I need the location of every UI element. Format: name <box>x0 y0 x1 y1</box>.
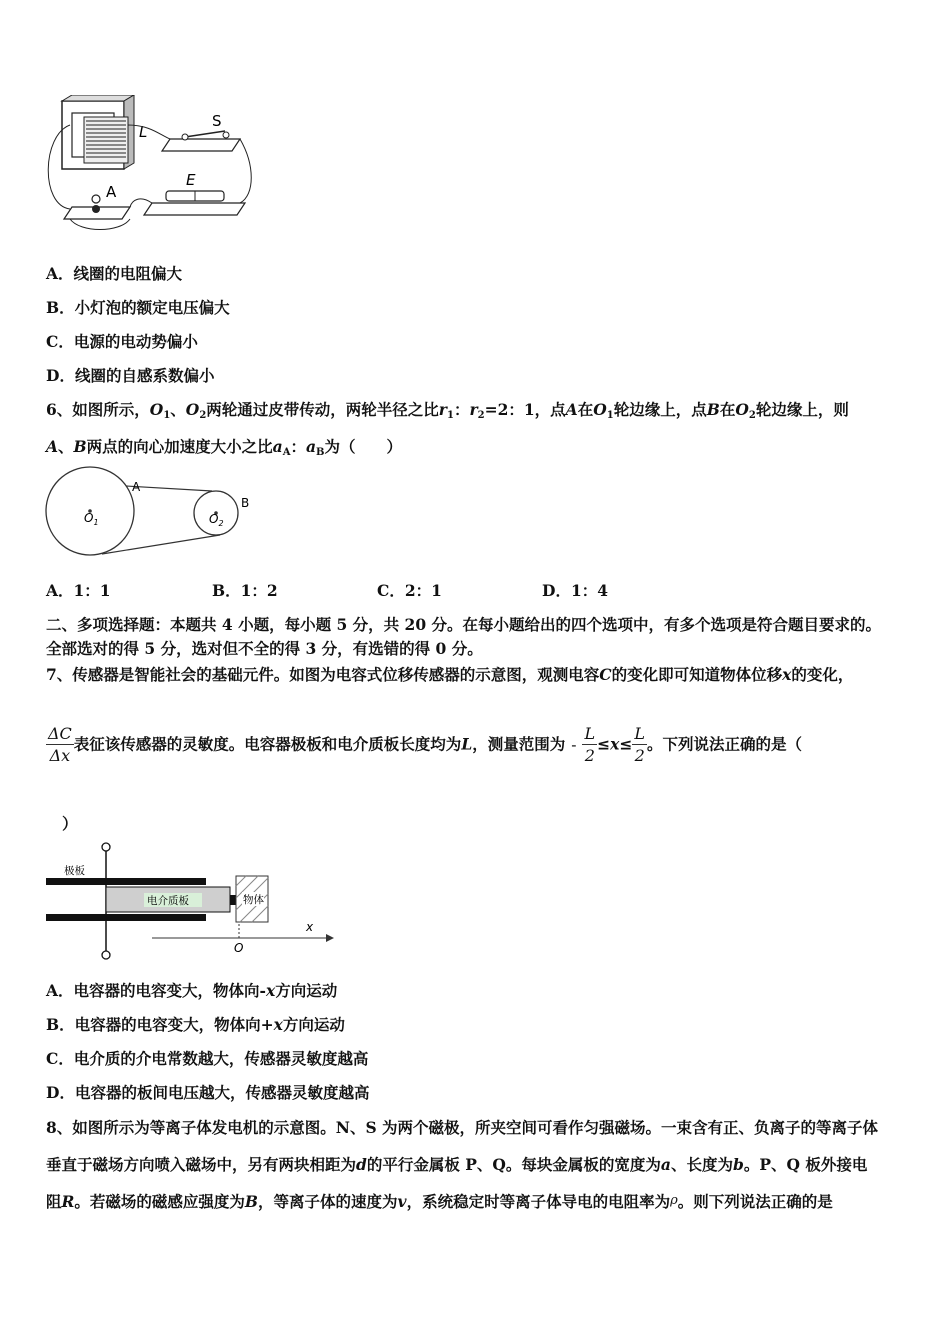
label-x-axis: x <box>306 920 314 934</box>
option-text: 线圈的电阻偏大 <box>73 264 183 283</box>
option-letter: D． <box>46 366 75 385</box>
label-origin: O <box>234 941 244 955</box>
option-letter: B． <box>46 298 75 317</box>
coil <box>84 117 128 163</box>
q5-option-a[interactable] <box>46 262 182 284</box>
label-S: S <box>212 112 222 130</box>
battery-base <box>144 203 245 215</box>
q5-option-b[interactable] <box>46 296 230 318</box>
q8-stem-line3: 阻R。若磁场的磁感应强度为B，等离子体的速度为v，系统稳定时等离子体导电的电阻率为ρ。则下列说法正确的是 <box>46 1192 833 1211</box>
option-text: 小灯泡的额定电压偏大 <box>74 298 230 317</box>
lamp <box>92 195 100 203</box>
label-A: A <box>106 183 117 201</box>
q7-stem-line1: 7、传感器是智能社会的基础元件。如图为电容式位移传感器的示意图，观测电容C的变化即可知道物体位移x的变化， <box>46 665 854 684</box>
bottom-plate <box>46 914 206 921</box>
q7-stem-close: ） <box>62 814 78 833</box>
capacitor-sensor-figure <box>44 838 339 963</box>
q7-option-a[interactable]: A．电容器的电容变大，物体向-x方向运动 <box>46 981 338 1000</box>
pulley-figure <box>44 465 264 557</box>
label-plate: 极板 <box>64 865 85 877</box>
q7-stem-line2: $\frac{\Delta C}{\Delta x}$ 表征该传感器的灵敏度。电容器极板和电介质板长度均为L，测量范围为 - $\frac{L}{2}$ ≤x≤ $\frac{L}{2}$ 。下列说法正确的是（ <box>48 724 802 765</box>
q6-stem-line2: A、B两点的向心加速度大小之比$a_A$：$a_B$为（ ） <box>46 437 403 458</box>
label-pulley-b: B <box>241 496 250 510</box>
label-dielectric: 电介质板 <box>147 895 189 907</box>
q5-option-d[interactable] <box>46 364 214 386</box>
sensitivity-fraction: $\frac{\Delta C}{\Delta x}$ <box>48 724 72 765</box>
range-fraction-max: $\frac{L}{2}$ <box>634 724 645 765</box>
q8-stem-line1: 8、如图所示为等离子体发电机的示意图。N、S 为两个磁极，所夹空间可看作匀强磁场。一束含有正、负离子的等离子体 <box>46 1118 879 1137</box>
range-fraction-min: $\frac{L}{2}$ <box>584 724 596 765</box>
label-L: L <box>139 123 148 141</box>
option-text: 电源的电动势偏小 <box>73 332 198 351</box>
q5-option-c[interactable] <box>46 330 198 352</box>
section2-line2: 全部选对的得 5 分，选对但不全的得 3 分，有选错的得 0 分。 <box>46 639 483 658</box>
q6-option-d[interactable]: D．1：4 <box>542 581 609 600</box>
coil-circuit-figure <box>40 95 255 235</box>
label-pulley-a: A <box>132 480 141 494</box>
q7-option-c[interactable]: C．电介质的介电常数越大，传感器灵敏度越高 <box>46 1049 369 1068</box>
option-text: 线圈的自感系数偏小 <box>74 366 215 385</box>
q6-option-b[interactable]: B．1：2 <box>212 581 278 600</box>
q6-option-c[interactable]: C．2：1 <box>377 581 442 600</box>
q6-option-a[interactable]: A．1：1 <box>46 581 111 600</box>
label-E: E <box>186 171 196 189</box>
label-o1: $O_1$ <box>84 511 99 527</box>
q7-option-b[interactable]: B．电容器的电容变大，物体向+x方向运动 <box>46 1015 345 1034</box>
label-o2: $O_2$ <box>209 512 224 528</box>
label-object: 物体 <box>243 894 264 906</box>
option-letter: A． <box>46 264 74 283</box>
q6-stem-line1: 6、如图所示，$O_1$、$O_2$两轮通过皮带传动，两轮半径之比$r_1$：$r_2=2$：1，点A在$O_1$轮边缘上，点B在$O_2$轮边缘上，则 <box>46 400 849 421</box>
top-plate <box>46 878 206 885</box>
option-letter: C． <box>46 332 74 351</box>
q7-option-d[interactable]: D．电容器的板间电压越大，传感器灵敏度越高 <box>46 1083 370 1102</box>
switch-base <box>162 139 240 151</box>
section2-line1: 二、多项选择题：本题共 4 小题，每小题 5 分，共 20 分。在每小题给出的四个选项中，有多个选项是符合题目要求的。 <box>46 615 882 634</box>
q8-stem-line2: 垂直于磁场方向喷入磁场中，另有两块相距为d的平行金属板 P、Q。每块金属板的宽度为a、长度为b。P、Q 板外接电 <box>46 1155 868 1174</box>
